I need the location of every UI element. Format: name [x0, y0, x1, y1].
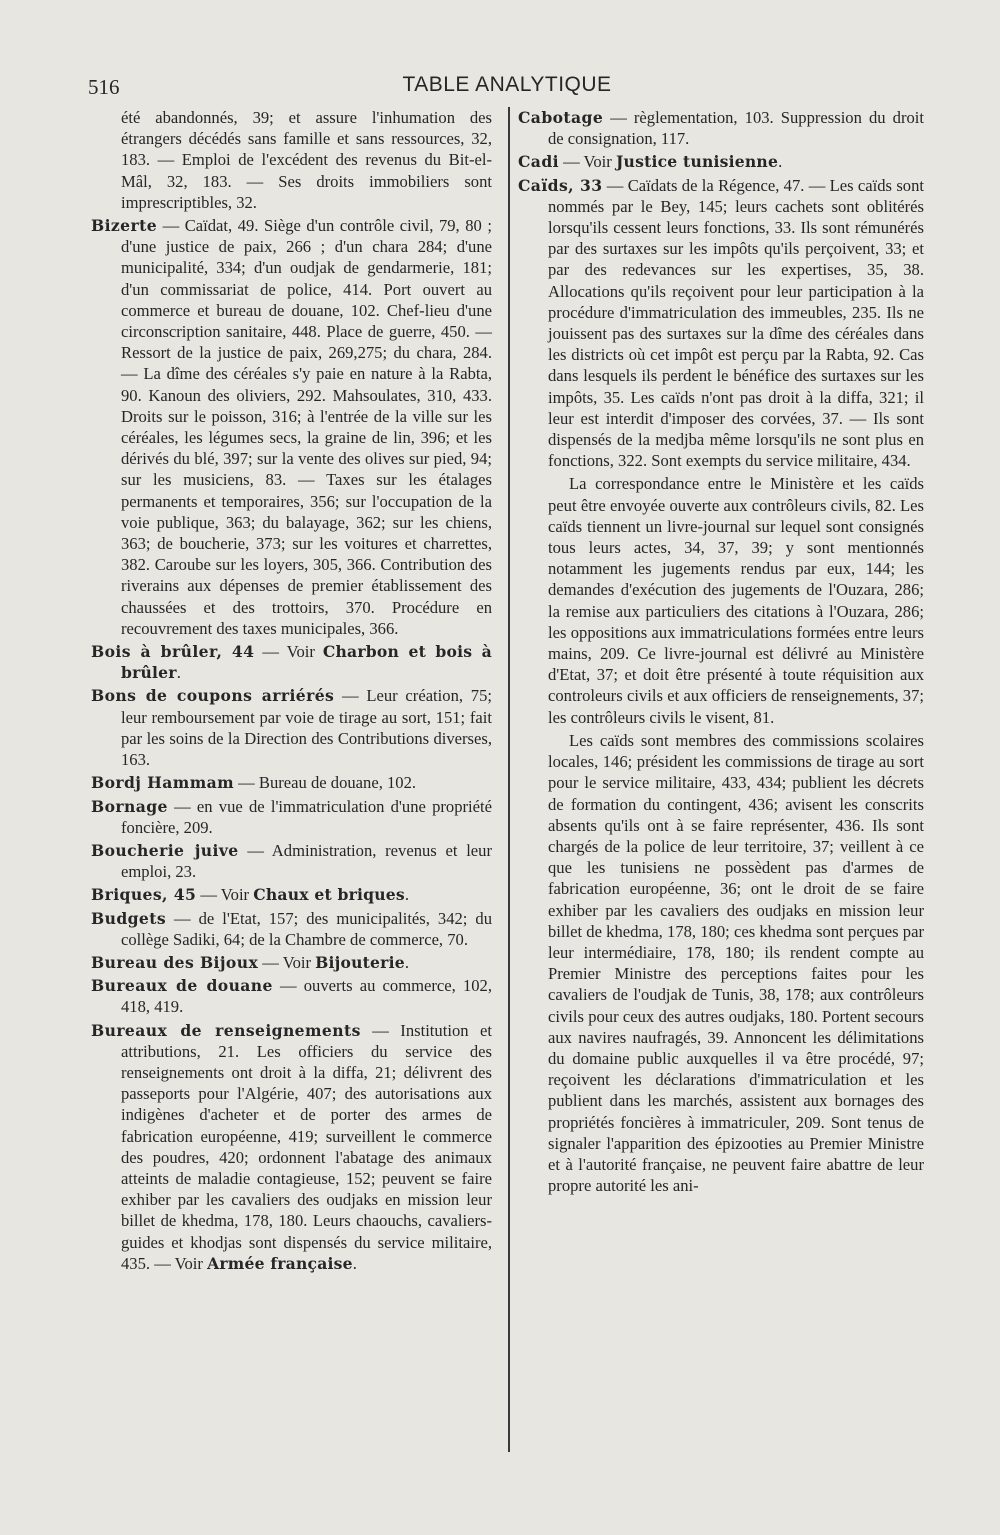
page-number: 516 [88, 75, 120, 99]
index-entry [91, 952, 492, 973]
entry-text: Les caïds sont membres des commissions scolaires locales, 146; président les commissions de tirage au sort pour le service militaire, 433, 434; publient les décrets de formation du contingent, 436; avisent les conscrits absents qu'ils ont à se faire représenter, 436. Ils sont chargés de la police de leur territoire, 37; veillent à ce que les tunisiens ne possèdent pas d'armes de fabrication européenne, 36; ont le droit de se faire exhiber par les cavaliers des oudjaks en mission leur billet de khedma, 178, 180; ces khedma sont perçues par leur intermédiaire, 178, 180; ils rendent compte au Premier Ministre des perceptions faites pour les cavaliers de l'oudjak de Tunis, 38, 178; aux contrôleurs civils pour ceux des autres oudjaks, 180. Portent secours aux navires naufragés, 39. Annoncent les délimitations du domaine public auxquelles il va être procédé, 97; reçoivent les déclarations d'immatriculation et les publient dans les marchés, assistent aux bornages des propriétés foncières à immatriculer, 209. Sont tenus de signaler l'apparition des épizooties au Premier Ministre et à l'autorité française, ne peuvent faire abattre de leur propre autorité les ani- [548, 730, 924, 1196]
cross-reference: Charbon et bois à brûler [121, 642, 492, 683]
index-entry [518, 175, 924, 472]
entry-text: — Administration, revenus et leur emploi, 23. [121, 840, 492, 882]
entry-text: — règlementation, 103. Suppression du droit de consignation, 117. [548, 108, 924, 149]
index-paragraph [518, 730, 924, 1196]
entry-text: — Caïdats de la Régence, 47. — Les caïds sont nommés par le Bey, 145; leurs cachets sont oblitérés lorsqu'ils cessent leurs fonctions, 33. Ils sont rémunérés par des surtaxes sur les impôts qu'ils perçoivent, 33; et par des redevances sur les expertises, 35, 38. Allocations qu'ils reçoivent pour leur participation à la procédure d'immatriculation des immeubles, 235. Ils ne jouissent pas des surtaxes sur la dîme des céréales dans les districts où cet impôt est perçu par la Rabta, 92. Cas dans lesquels ils perdent le bénéfice des surtaxes sur les impôts, 35. Les caïds n'ont pas droit à la diffa, 321; il leur est interdit d'imposer des corvées, 37. — Ils sont dispensés de la medjba même lorsqu'ils ne sont plus en fonctions, 322. Sont exempts du service militaire, 434. [548, 175, 924, 471]
index-entry [91, 796, 492, 838]
entry-tail: . [404, 885, 410, 905]
entry-tail: . [176, 663, 181, 683]
cross-reference: Bijouterie [315, 952, 405, 972]
cross-reference: Justice tunisienne [615, 152, 779, 172]
entry-text: — Voir [196, 885, 254, 905]
entry-headword: Budgets [91, 908, 167, 928]
entry-text: — Leur création, 75; leur remboursement par voie de tirage au sort, 151; fait par les soins de la Direction des Contributions diverses, 163. [121, 686, 492, 770]
entry-headword: Bureaux de douane [91, 976, 273, 996]
entry-headword: Cadi [518, 152, 559, 172]
entry-headword: Caïds, 33 [518, 175, 603, 195]
index-entry [91, 884, 492, 905]
entry-headword: Cabotage [518, 108, 604, 127]
entry-text: — Institution et attributions, 21. Les officiers du service des renseignements ont droit à la diffa, 21; délivrent des passeports pour l'Algérie, 407; des autorisations aux indigènes d'acheter et de porter des armes de fabrication européenne, 419; surveillent le commerce des poudres, 420; ordonnent l'abatage des animaux atteints de maladie contagieuse, 152; peuvent se faire exhiber par les cavaliers des oudjaks en mission leur billet de khedma, 178, 180. Leurs chaouchs, cavaliers-guides et khodjas sont dispensés du service militaire, 435. — Voir [121, 1020, 492, 1273]
entry-text: — ouverts au commerce, 102, 418, 419. [121, 976, 492, 1017]
index-entry [91, 772, 492, 793]
entry-text: été abandonnés, 39; et assure l'inhumation des étrangers décédés sans famille et sans ressources, 32, 183. — Emploi de l'excédent des revenus du Bit-el-Mâl, 32, 183. — Ses droits immobiliers sont imprescriptibles, 32. [121, 108, 492, 212]
index-entry [91, 975, 492, 1017]
cross-reference: Chaux et briques [253, 885, 405, 905]
index-entry [91, 1020, 492, 1274]
index-paragraph [518, 473, 924, 727]
entry-headword: Bureau des Bijoux [91, 952, 259, 972]
index-entry [91, 908, 492, 950]
index-entry [518, 151, 924, 172]
index-entry [91, 641, 492, 683]
right-column [518, 107, 924, 1198]
entry-text: — Voir [254, 642, 323, 662]
entry-headword: Bordj Hammam [91, 773, 235, 793]
index-paragraph [91, 107, 492, 213]
entry-headword: Bizerte [91, 216, 158, 236]
running-title: TABLE ANALYTIQUE [402, 73, 612, 96]
entry-headword: Bons de coupons arriérés [91, 686, 335, 706]
entry-tail: . [404, 952, 409, 972]
index-entry [91, 840, 492, 882]
entry-headword: Bois à brûler, 44 [91, 642, 255, 662]
entry-headword: Boucherie juive [91, 840, 239, 860]
entry-text: — Voir [258, 952, 316, 972]
entry-text: — de l'Etat, 157; des municipalités, 342; du collège Sadiki, 64; de la Chambre de commerce, 70. [121, 908, 492, 949]
entry-headword: Bureaux de renseignements [91, 1020, 361, 1040]
entry-text: — en vue de l'immatriculation d'une propriété foncière, 209. [121, 796, 492, 837]
column-divider [508, 107, 510, 1452]
entry-tail: . [352, 1253, 357, 1273]
index-entry [91, 215, 492, 639]
entry-headword: Bornage [91, 796, 168, 816]
entry-tail: . [778, 152, 783, 172]
index-entry [518, 107, 924, 149]
index-entry [91, 685, 492, 770]
entry-text: — Voir [558, 152, 616, 172]
entry-text: — Bureau de douane, 102. [234, 773, 417, 793]
cross-reference: Armée française [207, 1253, 353, 1273]
entry-headword: Briques, 45 [91, 885, 197, 905]
left-column [91, 107, 492, 1276]
entry-text: — Caïdat, 49. Siège d'un contrôle civil, 79, 80 ; d'une justice de paix, 266 ; d'un chara 284; d'une municipalité, 334; d'un oudjak de gendarmerie, 181; d'un commissariat de police, 414. Port ouvert au commerce et bureau de douane, 102. Chef-lieu d'une circonscription sanitaire, 448. Place de guerre, 450. — Ressort de la justice de paix, 269,275; du chara, 284. — La dîme des céréales s'y paie en nature à la Rabta, 90. Kanoun des oliviers, 292. Mahsoulates, 310, 433. Droits sur le poisson, 316; à l'entrée de la ville sur les céréales, les légumes secs, la graine de lin, 396; et les dérivés du blé, 397; sur la vente des olives sur pied, 94; sur les musiciens, 83. — Taxes sur les étalages permanents et temporaires, 356; sur l'occupation de la voie publique, 363; du balayage, 362; sur les chiens, 363; de boucherie, 373; sur les voitures et charrettes, 382. Caroube sur les loyers, 305, 366. Contribution des riverains aux dépenses de premier établissement des chaussées et des trottoirs, 370. Procédure en recouvrement des taxes municipales, 366. [121, 216, 492, 638]
entry-text: La correspondance entre le Ministère et les caïds peut être envoyée ouverte aux contrôleurs civils, 82. Les caïds tiennent un livre-journal sur lequel sont consignés tous leurs actes, 34, 37, 39; y sont mentionnés notamment les jugements rendus par eux, 144; les demandes d'exécution des jugements de l'Ouzara, 286; la remise aux particuliers des citations à l'Ouzara, 286; les oppositions aux immatriculations formées entre leurs mains, 209. Ce livre-journal est délivré au Ministère d'Etat, 37; et doit être présenté à toute réquisition aux controleurs civils et aux officiers de renseignements, 37; les contrôleurs civils le visent, 81. [548, 474, 924, 727]
